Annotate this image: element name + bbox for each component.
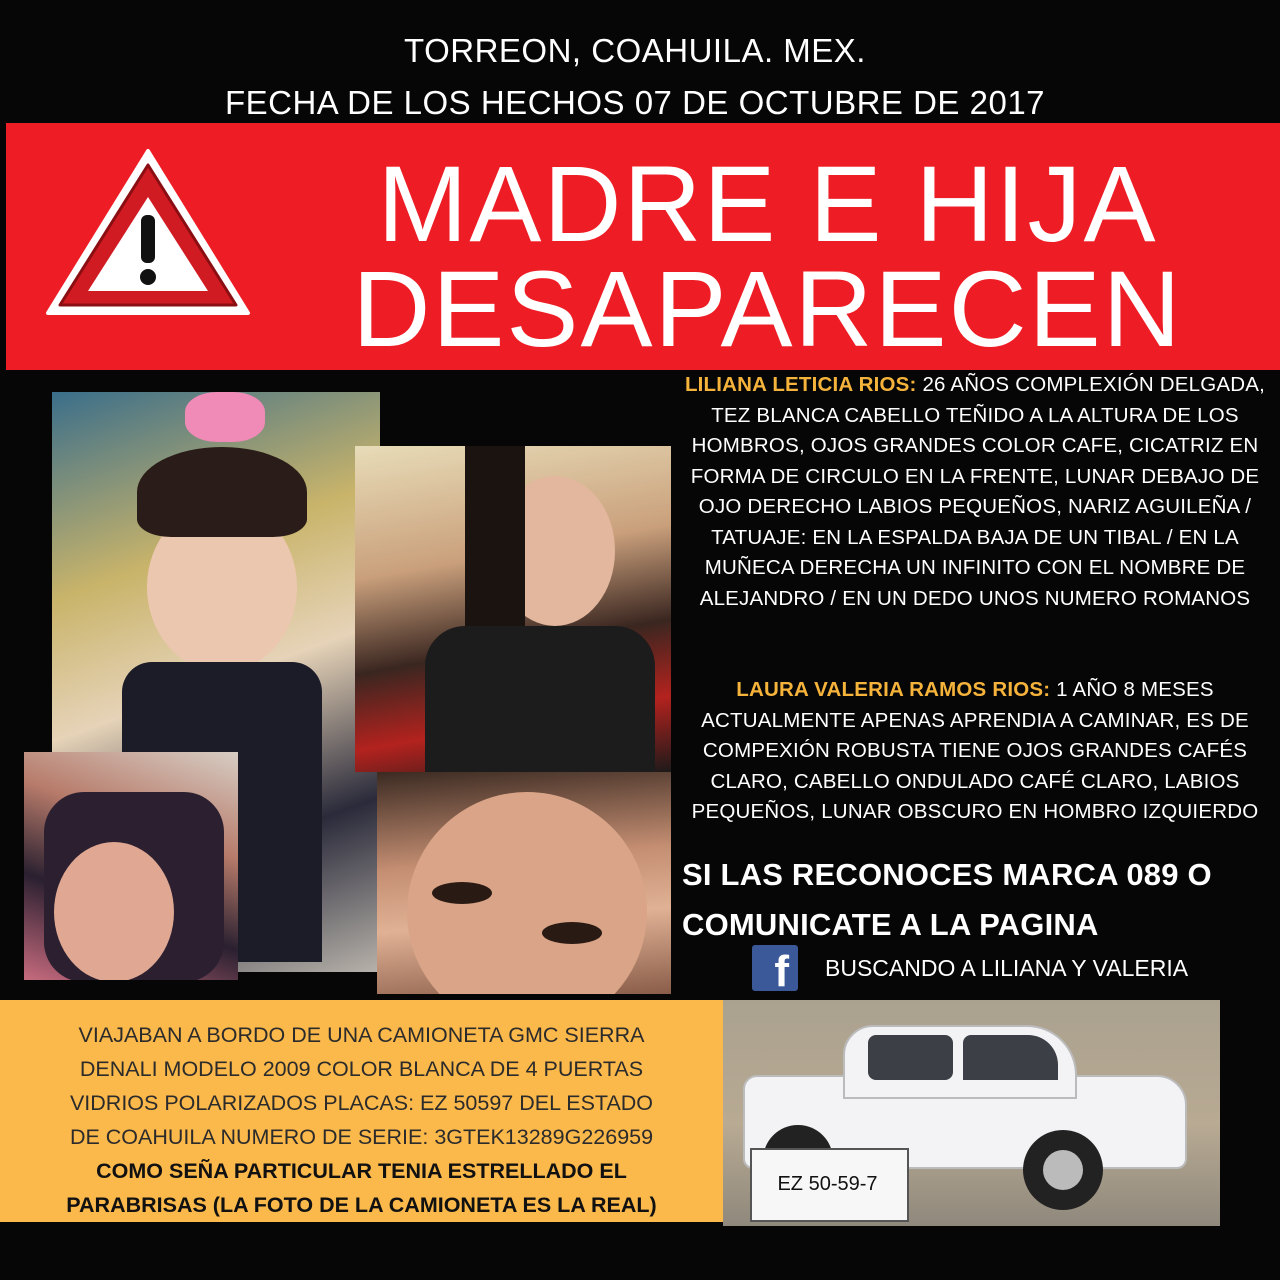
license-plate-number: EZ 50-59-7: [777, 1173, 878, 1195]
photo-mother: [355, 446, 671, 772]
name-mother: LILIANA LETICIA RIOS:: [684, 373, 917, 396]
headline-line1: MADRE E HIJA: [377, 143, 1158, 264]
vehicle-line: VIAJABAN A BORDO DE UNA CAMIONETA GMC SIERRA: [78, 1023, 645, 1047]
vehicle-line: DE COAHUILA NUMERO DE SERIE: 3GTEK13289G226959: [69, 1125, 654, 1149]
header-city: TORREON, COAHUILA. MEX.: [404, 32, 866, 69]
cta-line2: COMUNICATE A LA PAGINA: [682, 907, 1099, 942]
cta-line1: SI LAS RECONOCES MARCA 089 O: [682, 857, 1212, 892]
description-daughter: [670, 675, 1280, 828]
facebook-page-link[interactable]: BUSCANDO A LILIANA Y VALERIA: [825, 955, 1189, 981]
vehicle-bold-line: COMO SEÑA PARTICULAR TENIA ESTRELLADO EL: [96, 1159, 627, 1183]
warning-triangle-icon: [42, 145, 254, 320]
header-date: FECHA DE LOS HECHOS 07 DE OCTUBRE DE 2017: [224, 84, 1046, 121]
details-mother: 26 AÑOS COMPLEXIÓN DELGADA, TEZ BLANCA CABELLO TEÑIDO A LA ALTURA DE LOS HOMBROS, OJOS GRANDES COLOR CAFE, CICATRIZ EN FORMA DE CIRCULO EN LA FRENTE, LUNAR DEBAJO DE OJO DERECHO LABIOS PEQUEÑOS, NARIZ AGUILEÑA / TATUAJE: EN LA ESPALDA BAJA DE UN TIBAL / EN LA MUÑECA DERECHA UN INFINITO CON EL NOMBRE DE ALEJANDRO / EN UN DEDO UNOS NUMERO ROMANOS: [690, 373, 1266, 610]
vehicle-line: DENALI MODELO 2009 COLOR BLANCA DE 4 PUERTAS: [79, 1057, 644, 1081]
vehicle-description: [0, 1018, 723, 1154]
name-daughter: LAURA VALERIA RAMOS RIOS:: [736, 678, 1051, 701]
details-daughter: 1 AÑO 8 MESES ACTUALMENTE APENAS APRENDIA A CAMINAR, ES DE COMPEXIÓN ROBUSTA TIENE OJOS GRANDES CAFÉS CLARO, CABELLO ONDULADO CAFÉ CLARO, LABIOS PEQUEÑOS, LUNAR OBSCURO EN HOMBRO IZQUIERDO: [691, 678, 1259, 823]
facebook-icon[interactable]: f: [752, 945, 798, 991]
vehicle-bold-line: PARABRISAS (LA FOTO DE LA CAMIONETA ES LA REAL): [66, 1193, 657, 1217]
photo-mother-closeup: [377, 772, 671, 994]
vehicle-line: VIDRIOS POLARIZADOS PLACAS: EZ 50597 DEL ESTADO: [69, 1091, 654, 1115]
vehicle-distinctive-mark: [0, 1154, 723, 1222]
photo-daughter-closeup: [24, 752, 238, 980]
headline-line2: DESAPARECEN: [352, 248, 1183, 369]
bow-decoration: [185, 392, 265, 442]
description-mother: [670, 370, 1280, 614]
